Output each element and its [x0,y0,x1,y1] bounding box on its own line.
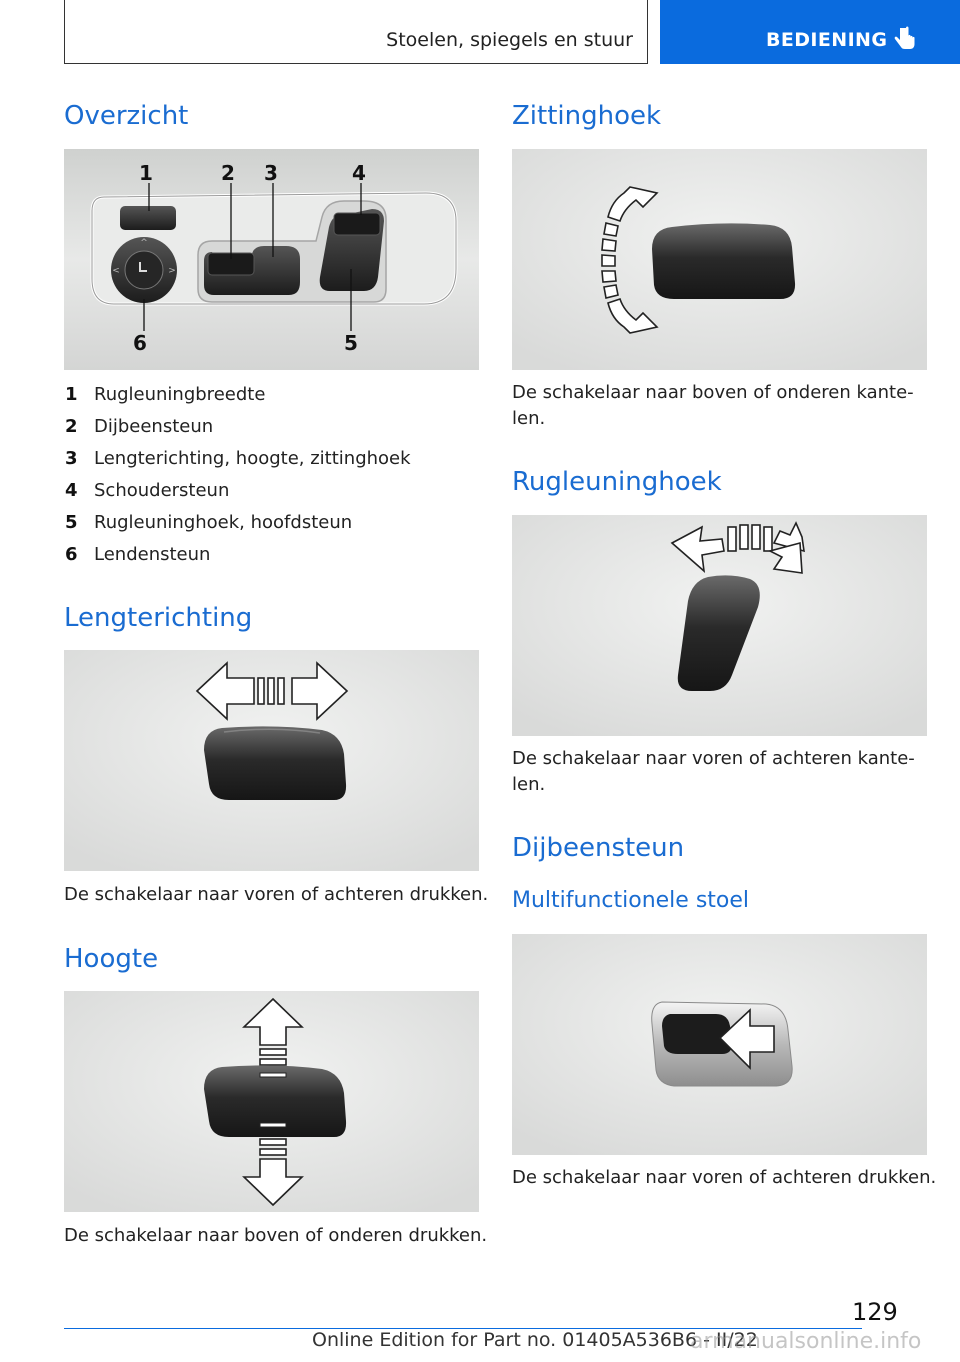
legend-text: Lendensteun [94,544,211,565]
heading-length: Lengterichting [64,603,253,633]
legend-text: Schoudersteun [94,480,230,501]
chapter-title: Stoelen, spiegels en stuur [386,29,633,51]
text-seat-angle: De schakelaar naar boven of onderen kante-len. [512,382,914,429]
legend-text: Rugleuninghoek, hoofdsteun [94,512,353,533]
legend-text: Lengterichting, hoogte, zittinghoek [94,448,411,469]
legend-number: 2 [65,416,78,437]
header-chapter-box [64,0,648,64]
figure-label: 6 [133,331,147,355]
figure-label: 1 [139,161,153,185]
subheading-multifunction-seat: Multifunctionele stoel [512,888,750,913]
legend-item [64,541,479,573]
footer-edition: Online Edition for Part no. 01405A536B6 - II/22 [312,1329,758,1351]
section-tab[interactable] [660,0,960,64]
svg-text:<: < [112,266,120,276]
figure-length-adjust [64,650,479,871]
legend-item [64,445,479,477]
heading-backrest-angle: Rugleuninghoek [512,467,722,497]
page-number: 129 [852,1298,898,1326]
text-height: De schakelaar naar boven of onderen drukken. [64,1225,488,1246]
figure-thigh-support [512,934,927,1155]
hand-pointer-icon [894,26,916,56]
figure-height-adjust [64,991,479,1212]
legend-text: Dijbeensteun [94,416,214,437]
figure-seat-controls-overview [64,149,479,370]
heading-seat-angle: Zittinghoek [512,101,662,131]
legend-number: 3 [65,448,78,469]
legend-item [64,413,479,445]
heading-overview: Overzicht [64,101,189,131]
legend-item [64,477,479,509]
figure-label: 2 [221,161,235,185]
heading-thigh-support: Dijbeensteun [512,833,685,863]
watermark: armanualsonline.info [690,1329,922,1354]
legend-number: 4 [65,480,78,501]
figure-label: 5 [344,331,358,355]
legend-number: 5 [65,512,78,533]
heading-height: Hoogte [64,944,159,974]
legend-item [64,381,479,413]
text-backrest-angle: De schakelaar naar voren of achteren kante-len. [512,748,915,795]
overview-legend [64,381,479,573]
figure-label: 4 [352,161,366,185]
legend-number: 1 [65,384,78,405]
figure-label: 3 [264,161,278,185]
text-thigh-support: De schakelaar naar voren of achteren drukken. [512,1167,937,1188]
text-length: De schakelaar naar voren of achteren drukken. [64,884,489,905]
figure-backrest-angle [512,515,927,736]
figure-seat-angle [512,149,927,370]
svg-text:>: > [168,266,176,276]
legend-text: Rugleuningbreedte [94,384,266,405]
section-tab-label: BEDIENING [766,29,888,51]
legend-number: 6 [65,544,78,565]
legend-item [64,509,479,541]
svg-text:^: ^ [140,238,148,248]
